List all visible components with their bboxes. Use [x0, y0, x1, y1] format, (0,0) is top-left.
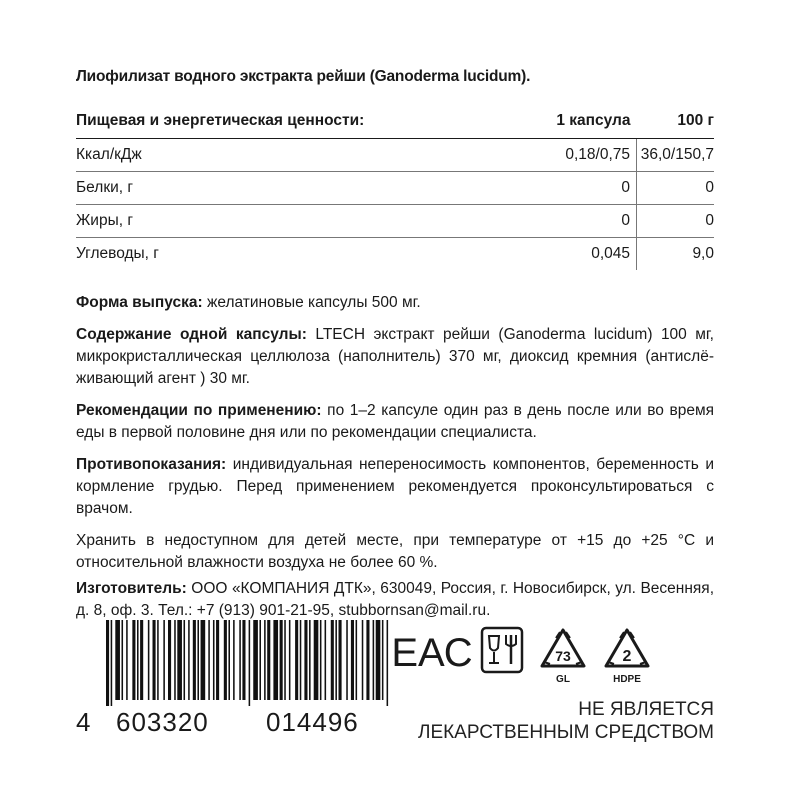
barcode-bar: [188, 620, 190, 700]
nutrition-row-capsule: 0: [406, 172, 637, 205]
capsule-content: [76, 324, 714, 390]
barcode-bar: [193, 620, 196, 700]
barcode-bar: [126, 620, 128, 700]
barcode-bar: [201, 620, 206, 700]
barcode-bar: [356, 620, 358, 700]
barcode-bar: [339, 620, 342, 700]
nutrition-header-100g: 100 г: [637, 112, 715, 139]
barcode-bar: [122, 620, 124, 700]
barcode-bar: [140, 620, 143, 700]
barcode-bar: [213, 620, 215, 700]
recycle-hdpe-label: HDPE: [613, 674, 641, 685]
barcode-bar: [132, 620, 135, 700]
barcode-bar: [320, 620, 322, 700]
contraindications-text: индивидуальная непереносимость компонентов, беременность и кормление грудью. Перед применением рекомендуется проконсультироваться с врачом.: [76, 456, 714, 517]
manufacturer: [76, 578, 714, 622]
barcode-bar: [351, 620, 354, 700]
barcode-bar: [289, 620, 291, 700]
recycle-hdpe-icon: [602, 626, 652, 688]
release-form-label: Форма выпуска:: [76, 294, 203, 311]
nutrition-header-name: Пищевая и энергетическая ценности:: [76, 112, 406, 139]
capsule-content-label: Содержание одной капсулы:: [76, 326, 307, 343]
nutrition-row-name: Углеводы, г: [76, 245, 159, 262]
manufacturer-text: ООО «КОМПАНИЯ ДТК», 630049, Россия, г. Новосибирск, ул. Весенняя, д. 8, оф. 3. Тел.: +7 (913) 901-21-95, stubbornsan@mail.ru.: [76, 580, 714, 619]
nutrition-row: [76, 238, 714, 271]
barcode-bar: [137, 620, 139, 700]
usage-recommendations-label: Рекомендации по применению:: [76, 402, 322, 419]
barcode-bar: [264, 620, 266, 700]
capsule-content-text: LTECH экстракт рейши (Ganoderma lucidum) 100 мг, микрокристаллическая целлюлоза (наполнитель) 370 мг, диоксид кремния (антислё-живающий агент ) 30 мг.: [76, 326, 714, 387]
nutrition-row-100g: 0: [637, 172, 715, 205]
barcode-bar: [168, 620, 171, 700]
barcode-bar: [157, 620, 159, 700]
manufacturer-label: Изготовитель:: [76, 580, 187, 597]
nutrition-header-capsule: 1 капсула: [406, 112, 637, 139]
barcode-bar: [346, 620, 348, 700]
nutrition-row: [76, 139, 714, 172]
barcode-bar: [280, 620, 283, 700]
nutrition-row-capsule: 0: [406, 205, 637, 238]
barcode-bar: [208, 620, 210, 700]
nutrition-row-capsule: 0,18/0,75: [406, 139, 637, 172]
barcode-digits-right: 014496: [266, 707, 359, 737]
nutrition-row-capsule: 0,045: [406, 238, 637, 271]
barcode-bar: [284, 620, 286, 700]
barcode-bar: [239, 620, 241, 700]
nutrition-row-name: Белки, г: [76, 172, 406, 205]
barcode-bar: [382, 620, 384, 700]
barcode-bar: [273, 620, 278, 700]
barcode-bar: [300, 620, 302, 700]
barcode-bar: [253, 620, 258, 700]
barcode-bar: [325, 620, 327, 700]
release-form-text: желатиновые капсулы 500 мг.: [202, 294, 421, 311]
nutrition-row-100g: 36,0/150,7: [637, 139, 715, 172]
nutrition-row-name: Ккал/кДж: [76, 139, 406, 172]
barcode-bar: [174, 620, 176, 700]
barcode-bar: [387, 620, 389, 706]
barcode-bar: [148, 620, 150, 700]
nutrition-table: [76, 112, 714, 270]
product-title: Лиофилизат водного экстракта рейши (Ganoderma lucidum).: [76, 68, 531, 85]
disclaimer-line-1: НЕ ЯВЛЯЕТСЯ: [578, 699, 714, 720]
barcode-bar: [115, 620, 120, 700]
barcode-bar: [314, 620, 319, 700]
barcode-bar: [304, 620, 307, 700]
nutrition-row-100g: 9,0: [692, 245, 714, 262]
contraindications: [76, 454, 714, 520]
barcode-bar: [295, 620, 298, 700]
barcode-bar: [177, 620, 182, 700]
barcode-bar: [259, 620, 261, 700]
barcode-bar: [309, 620, 311, 700]
disclaimer-line-2: ЛЕКАРСТВЕННЫМ СРЕДСТВОМ: [417, 722, 714, 743]
eac-mark-icon: [391, 626, 473, 675]
recycle-gl-icon: [538, 626, 588, 688]
barcode-bar: [373, 620, 375, 700]
nutrition-row-100g: 0: [637, 205, 715, 238]
barcode-bar: [376, 620, 381, 700]
barcode-bar: [111, 620, 113, 706]
barcode-bar: [228, 620, 230, 700]
storage-conditions: Хранить в недоступном для детей месте, при температуре от +15 до +25 °С и относительной влажности воздуха не более 60 %.: [76, 532, 714, 571]
barcode-bar: [106, 620, 109, 706]
usage-recommendations-text: по 1–2 капсуле один раз в день после или во время еды в первой половине дня или по рекомендации специалиста.: [76, 402, 715, 441]
label-content: [76, 60, 714, 622]
barcode-bar: [233, 620, 235, 700]
food-contact-icon: [480, 626, 524, 674]
nutrition-header-row: [76, 112, 714, 139]
release-form: [76, 292, 714, 314]
contraindications-label: Противопоказания:: [76, 456, 227, 473]
barcode-bar: [362, 620, 364, 700]
barcode-bar: [267, 620, 270, 700]
nutrition-row-name: Жиры, г: [76, 205, 406, 238]
barcode-bar: [224, 620, 227, 700]
barcode-bar: [331, 620, 334, 700]
barcode-bar: [335, 620, 337, 700]
barcode-bar: [249, 620, 251, 706]
barcode-bar: [197, 620, 199, 700]
barcode-bar: [163, 620, 165, 700]
barcode-bar: [366, 620, 369, 700]
barcode-bar: [153, 620, 156, 700]
recycle-gl-label: GL: [556, 674, 570, 685]
barcode-digits-left: 603320: [116, 707, 209, 737]
barcode-first-digit: 4: [76, 707, 91, 737]
barcode-bar: [242, 620, 245, 700]
barcode-image: [106, 620, 390, 706]
nutrition-row: [76, 172, 714, 205]
eac-mark-text: ЕАС: [391, 631, 473, 675]
label-footer: [76, 620, 716, 760]
recycle-gl-number: 73: [555, 648, 571, 664]
nutrition-row: [76, 205, 714, 238]
recycle-hdpe-number: 2: [622, 648, 632, 665]
barcode-bar: [184, 620, 186, 700]
not-medicine-disclaimer: [418, 698, 714, 744]
barcode-bar: [216, 620, 219, 700]
usage-recommendations: [76, 400, 714, 444]
